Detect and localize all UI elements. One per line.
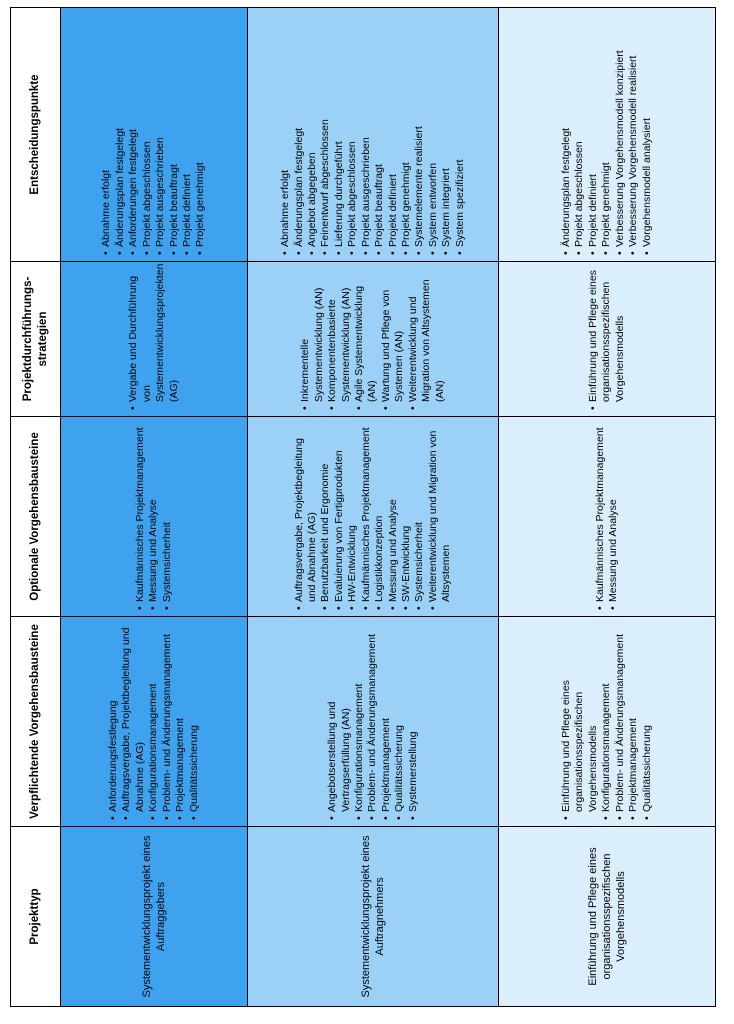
header-entscheidungspunkte: Entscheidungspunkte <box>11 8 61 262</box>
list-item: • Problem- und Änderungsmanagement <box>161 623 174 820</box>
optional-list <box>293 423 454 610</box>
list-item: • Projekt genehmigt <box>600 14 613 255</box>
entscheidung-list <box>560 14 654 255</box>
list-item: • Projekt ausgeschrieben <box>154 14 167 255</box>
projekttyp-cell: Einführung und Pflege eines organisationsspezifischen Vorgehensmodells <box>499 827 716 1007</box>
list-item: • Projekt beauftragt <box>373 14 386 255</box>
list-item: • Agile Systementwicklung (AN) <box>353 268 380 410</box>
list-item: • Systemsicherheit <box>413 423 426 610</box>
list-item: • Konfigurationsmanagement <box>353 623 366 820</box>
list-item: • Komponentenbasierte Systementwicklung (AN) <box>326 268 353 410</box>
list-item: • Projekt definiert <box>387 14 400 255</box>
list-item: • Projekt genehmigt <box>400 14 413 255</box>
list-item: • Verbesserung Vorgehensmodell konzipiert <box>614 14 627 255</box>
list-item: • Projektmanagement <box>174 623 187 820</box>
strategien-list <box>299 268 447 410</box>
entscheidung-list <box>100 14 208 255</box>
row-vorgehensmodell <box>499 8 716 1007</box>
list-item: • System spezifiziert <box>454 14 467 255</box>
list-item: • Feinentwurf abgeschlossen <box>319 14 332 255</box>
list-item: • System integriert <box>440 14 453 255</box>
list-item: • Lieferung durchgeführt <box>333 14 346 255</box>
verpflichtend-cell <box>61 617 248 827</box>
list-item: • Wartung und Pflege von Systemen (AN) <box>380 268 407 410</box>
list-item: • Auftragsvergabe, Projektbegleitung und Abnahme (AG) <box>120 623 147 820</box>
verpflichtend-cell <box>499 617 716 827</box>
list-item: • SW-Entwicklung <box>400 423 413 610</box>
list-item: • Projekt definiert <box>587 14 600 255</box>
list-item: • Problem- und Änderungsmanagement <box>614 623 627 820</box>
list-item: • System entworfen <box>427 14 440 255</box>
list-item: • Messung und Analyse <box>387 423 400 610</box>
strategien-cell <box>499 262 716 417</box>
optional-cell <box>61 417 248 617</box>
list-item: • Kaufmännisches Projektmanagement <box>134 423 147 610</box>
list-item: • Evaluierung von Fertigprodukten <box>333 423 346 610</box>
list-item: • Projekt genehmigt <box>194 14 207 255</box>
entscheidung-cell <box>499 8 716 262</box>
list-item: • Projekt ausgeschrieben <box>360 14 373 255</box>
list-item: • Logistikkonzeption <box>373 423 386 610</box>
list-item: • Vergabe und Durchführung von Systementwicklungsprojekten (AG) <box>127 268 181 410</box>
optional-list <box>134 423 174 610</box>
list-item: • Projekt beauftragt <box>168 14 181 255</box>
list-item: • Einführung und Pflege eines organisationsspezifischen Vorgehensmodells <box>560 623 600 820</box>
list-item: • Änderungsplan festgelegt <box>293 14 306 255</box>
header-optionale-bausteine: Optionale Vorgehensbausteine <box>11 417 61 617</box>
header-durchfuehrungsstrategien: Projektdurchführungs-strategien <box>11 262 61 417</box>
list-item: • Konfigurationsmanagement <box>600 623 613 820</box>
list-item: • Benutzbarkeit und Ergonomie <box>319 423 332 610</box>
list-item: • Auftragsvergabe, Projektbegleitung und Abnahme (AG) <box>293 423 320 610</box>
optional-cell <box>248 417 499 617</box>
list-item: • Einführung und Pflege eines organisationsspezifischen Vorgehensmodells <box>587 268 627 410</box>
list-item: • Messung und Analyse <box>147 423 160 610</box>
list-item: • Abnahme erfolgt <box>100 14 113 255</box>
list-item: • Projekt definiert <box>181 14 194 255</box>
row-auftragnehmer <box>248 8 499 1007</box>
strategien-list <box>127 263 181 410</box>
verpflichtend-cell <box>248 617 499 827</box>
list-item: • Projektmanagement <box>627 623 640 820</box>
list-item: • Weiterentwicklung und Migration von Altsystemen (AN) <box>407 268 447 410</box>
row-auftraggeber <box>61 8 248 1007</box>
list-item: • Angebotserstellung und Vertragserfüllung (AN) <box>326 623 353 820</box>
list-item: • Qualitätssicherung <box>188 623 201 820</box>
list-item: • Systemsicherheit <box>161 423 174 610</box>
list-item: • Projekt abgeschlossen <box>573 14 586 255</box>
strategien-list <box>587 268 627 410</box>
list-item: • Projektmanagement <box>380 623 393 820</box>
header-verpflichtende-bausteine: Verpflichtende Vorgehensbausteine <box>11 617 61 827</box>
entscheidung-list <box>279 14 467 255</box>
list-item: • Qualitätssicherung <box>641 623 654 820</box>
header-row <box>11 8 61 1007</box>
header-projekttyp: Projekttyp <box>11 827 61 1007</box>
list-item: • Abnahme erfolgt <box>279 14 292 255</box>
entscheidung-cell <box>61 8 248 262</box>
list-item: • Änderungsplan festgelegt <box>114 14 127 255</box>
list-item: • Weiterentwicklung und Migration von Altsystemen <box>427 423 454 610</box>
list-item: • Verbesserung Vorgehensmodell realisiert <box>627 14 640 255</box>
strategien-cell <box>61 262 248 417</box>
list-item: • Projekt abgeschlossen <box>141 14 154 255</box>
list-item: • Angebot abgegeben <box>306 14 319 255</box>
list-item: • Systemerstellung <box>407 623 420 820</box>
projekttyp-cell: Systementwicklungsprojekt eines Auftragnehmers <box>248 827 499 1007</box>
strategien-cell <box>248 262 499 417</box>
vorgehensmodell-table <box>10 7 716 1007</box>
list-item: • Vorgehensmodell analysiert <box>641 14 654 255</box>
list-item: • Problem- und Änderungsmanagement <box>366 623 379 820</box>
verpflichtend-list <box>560 623 654 820</box>
list-item: • Änderungsplan festgelegt <box>560 14 573 255</box>
list-item: • Projekt abgeschlossen <box>346 14 359 255</box>
entscheidung-cell <box>248 8 499 262</box>
list-item: • Qualitätssicherung <box>393 623 406 820</box>
list-item: • Konfigurationsmanagement <box>147 623 160 820</box>
list-item: • Inkrementelle Systementwicklung (AN) <box>299 268 326 410</box>
list-item: • Kaufmännisches Projektmanagement <box>594 423 607 610</box>
optional-list <box>594 423 621 610</box>
list-item: • Anforderungsfestlegung <box>107 623 120 820</box>
list-item: • Anforderungen festgelegt <box>127 14 140 255</box>
verpflichtend-list <box>326 623 420 820</box>
projekttyp-cell: Systementwicklungsprojekt eines Auftraggebers <box>61 827 248 1007</box>
list-item: • Systemelemente realisiert <box>413 14 426 255</box>
list-item: • HW-Entwicklung <box>346 423 359 610</box>
verpflichtend-list <box>107 623 201 820</box>
list-item: • Kaufmännisches Projektmanagement <box>360 423 373 610</box>
optional-cell <box>499 417 716 617</box>
list-item: • Messung und Analyse <box>607 423 620 610</box>
